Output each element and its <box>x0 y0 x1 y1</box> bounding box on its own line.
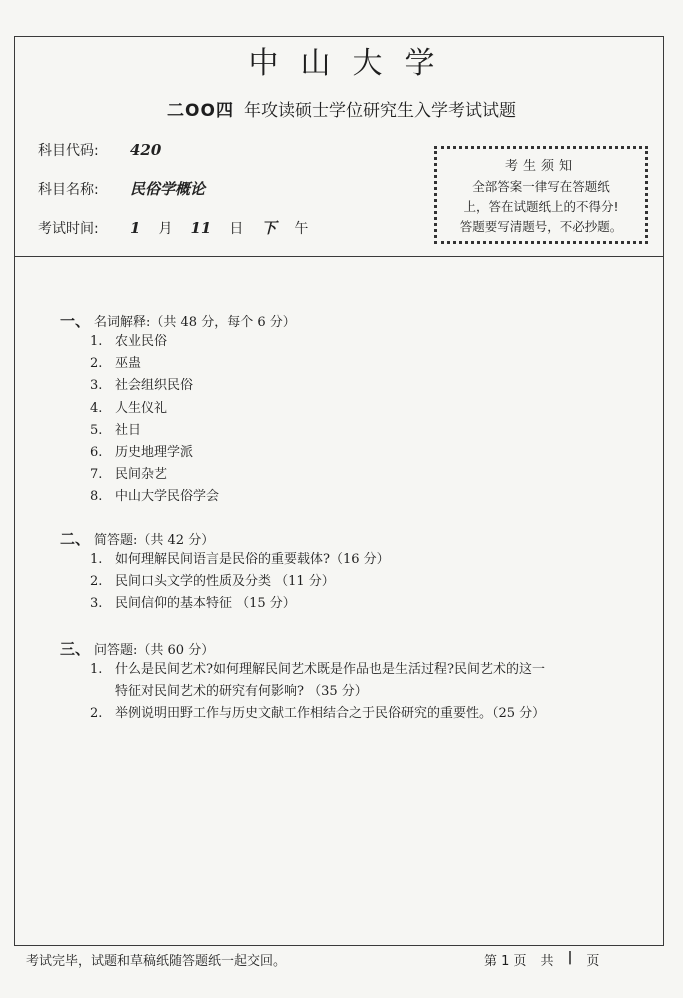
question-text: 中山大学民俗学会 <box>115 489 220 505</box>
section-number: 一、 <box>60 312 91 330</box>
page-separator: | <box>567 950 573 965</box>
subject-code-value: 420 <box>130 141 162 159</box>
exam-title <box>0 96 683 121</box>
exam-time-period-hand: 下 <box>261 219 277 237</box>
exam-time-period-rest: 午 <box>294 221 309 237</box>
list-item <box>90 420 296 442</box>
subject-code-row <box>38 140 161 160</box>
question-number: 2. <box>90 706 103 722</box>
question-list <box>90 659 545 681</box>
question-text: 什么是民间艺术?如何理解民间艺术既是作品也是生活过程?民间艺术的这一 <box>115 662 545 677</box>
question-text: 民间口头文学的性质及分类 （11 分） <box>115 574 335 590</box>
notice-title: 考生须知 <box>504 159 577 174</box>
footer-instruction: 考试完毕，试题和草稿纸随答题纸一起交回。 <box>26 954 287 969</box>
list-item <box>90 353 296 375</box>
question-text: 民间信仰的基本特征 （15 分） <box>115 596 296 612</box>
university-title: 中山大学 <box>248 46 457 81</box>
subject-name-row <box>38 178 205 199</box>
question-number: 8. <box>90 489 103 505</box>
section-title: 问答题:（共 60 分） <box>94 643 215 658</box>
exam-time-month-unit: 月 <box>158 221 173 237</box>
question-number: 2. <box>90 356 103 372</box>
list-item <box>90 703 545 725</box>
question-text-continued: 特征对民间艺术的研究有何影响? （35 分） <box>115 684 368 700</box>
list-item <box>90 571 390 593</box>
question-text: 农业民俗 <box>115 334 168 349</box>
question-text: 人生仪礼 <box>115 400 168 416</box>
section-title: 简答题:（共 42 分） <box>94 533 215 548</box>
section-essay <box>60 638 545 725</box>
section-number: 三、 <box>60 640 91 658</box>
subject-name-label: 科目名称: <box>38 182 99 198</box>
question-text: 社会组织民俗 <box>115 378 194 394</box>
question-number: 7. <box>90 467 103 483</box>
list-item <box>90 486 296 508</box>
list-item <box>90 464 296 486</box>
question-number: 4. <box>90 400 103 416</box>
exam-time-day-unit: 日 <box>229 221 244 237</box>
notice-line-3: 答题要写清题号，不必抄题。 <box>459 219 623 234</box>
list-item <box>90 398 296 420</box>
exam-year: 二OO四 <box>167 101 234 121</box>
subject-name-value: 民俗学概论 <box>130 180 206 198</box>
page-unit: 页 <box>586 954 600 969</box>
section-title: 名词解释:（共 48 分，每个 6 分） <box>94 315 296 330</box>
question-text: 历史地理学派 <box>115 444 194 460</box>
subject-code-label: 科目代码: <box>38 143 99 159</box>
exam-time-row <box>38 217 326 238</box>
header-divider <box>14 256 664 257</box>
question-text: 民间杂艺 <box>115 467 168 483</box>
section-head <box>60 310 296 331</box>
list-item <box>90 331 296 353</box>
question-text: 社日 <box>115 422 142 438</box>
section-head <box>60 528 390 549</box>
exam-title-text: 年攻读硕士学位研究生入学考试试题 <box>243 101 516 121</box>
question-number: 2. <box>90 574 103 590</box>
question-text: 巫蛊 <box>115 356 142 372</box>
candidate-notice-box <box>434 146 648 244</box>
question-number: 3. <box>90 378 103 394</box>
exam-time-day: 11 <box>190 219 212 237</box>
exam-time-label: 考试时间: <box>38 221 99 237</box>
question-number: 1. <box>90 334 103 349</box>
question-list <box>90 331 296 509</box>
exam-time-period <box>261 217 326 238</box>
question-number: 5. <box>90 422 103 438</box>
section-number: 二、 <box>60 530 91 548</box>
notice-line-2: 上，答在试题纸上的不得分! <box>463 199 619 214</box>
question-number: 1. <box>90 552 103 567</box>
notice-line-1: 全部答案一律写在答题纸 <box>472 179 610 194</box>
list-item <box>90 375 296 397</box>
question-number: 3. <box>90 596 103 612</box>
list-item <box>90 442 296 464</box>
section-terms <box>60 310 296 509</box>
question-number: 1. <box>90 662 103 677</box>
section-short-answer <box>60 528 390 616</box>
list-item <box>90 593 390 615</box>
page-number: 第 1 页 <box>484 954 527 969</box>
list-item <box>90 659 545 681</box>
question-text: 举例说明田野工作与历史文献工作相结合之于民俗研究的重要性。（25 分） <box>115 706 546 722</box>
question-text: 如何理解民间语言是民俗的重要载体?（16 分） <box>115 552 390 567</box>
section-head <box>60 638 545 659</box>
question-list <box>90 703 545 725</box>
question-list <box>90 549 390 616</box>
exam-time-month: 1 <box>130 219 141 237</box>
page-indicator <box>484 950 599 969</box>
question-number: 6. <box>90 444 103 460</box>
list-item <box>90 549 390 571</box>
total-label: 共 <box>540 954 554 969</box>
